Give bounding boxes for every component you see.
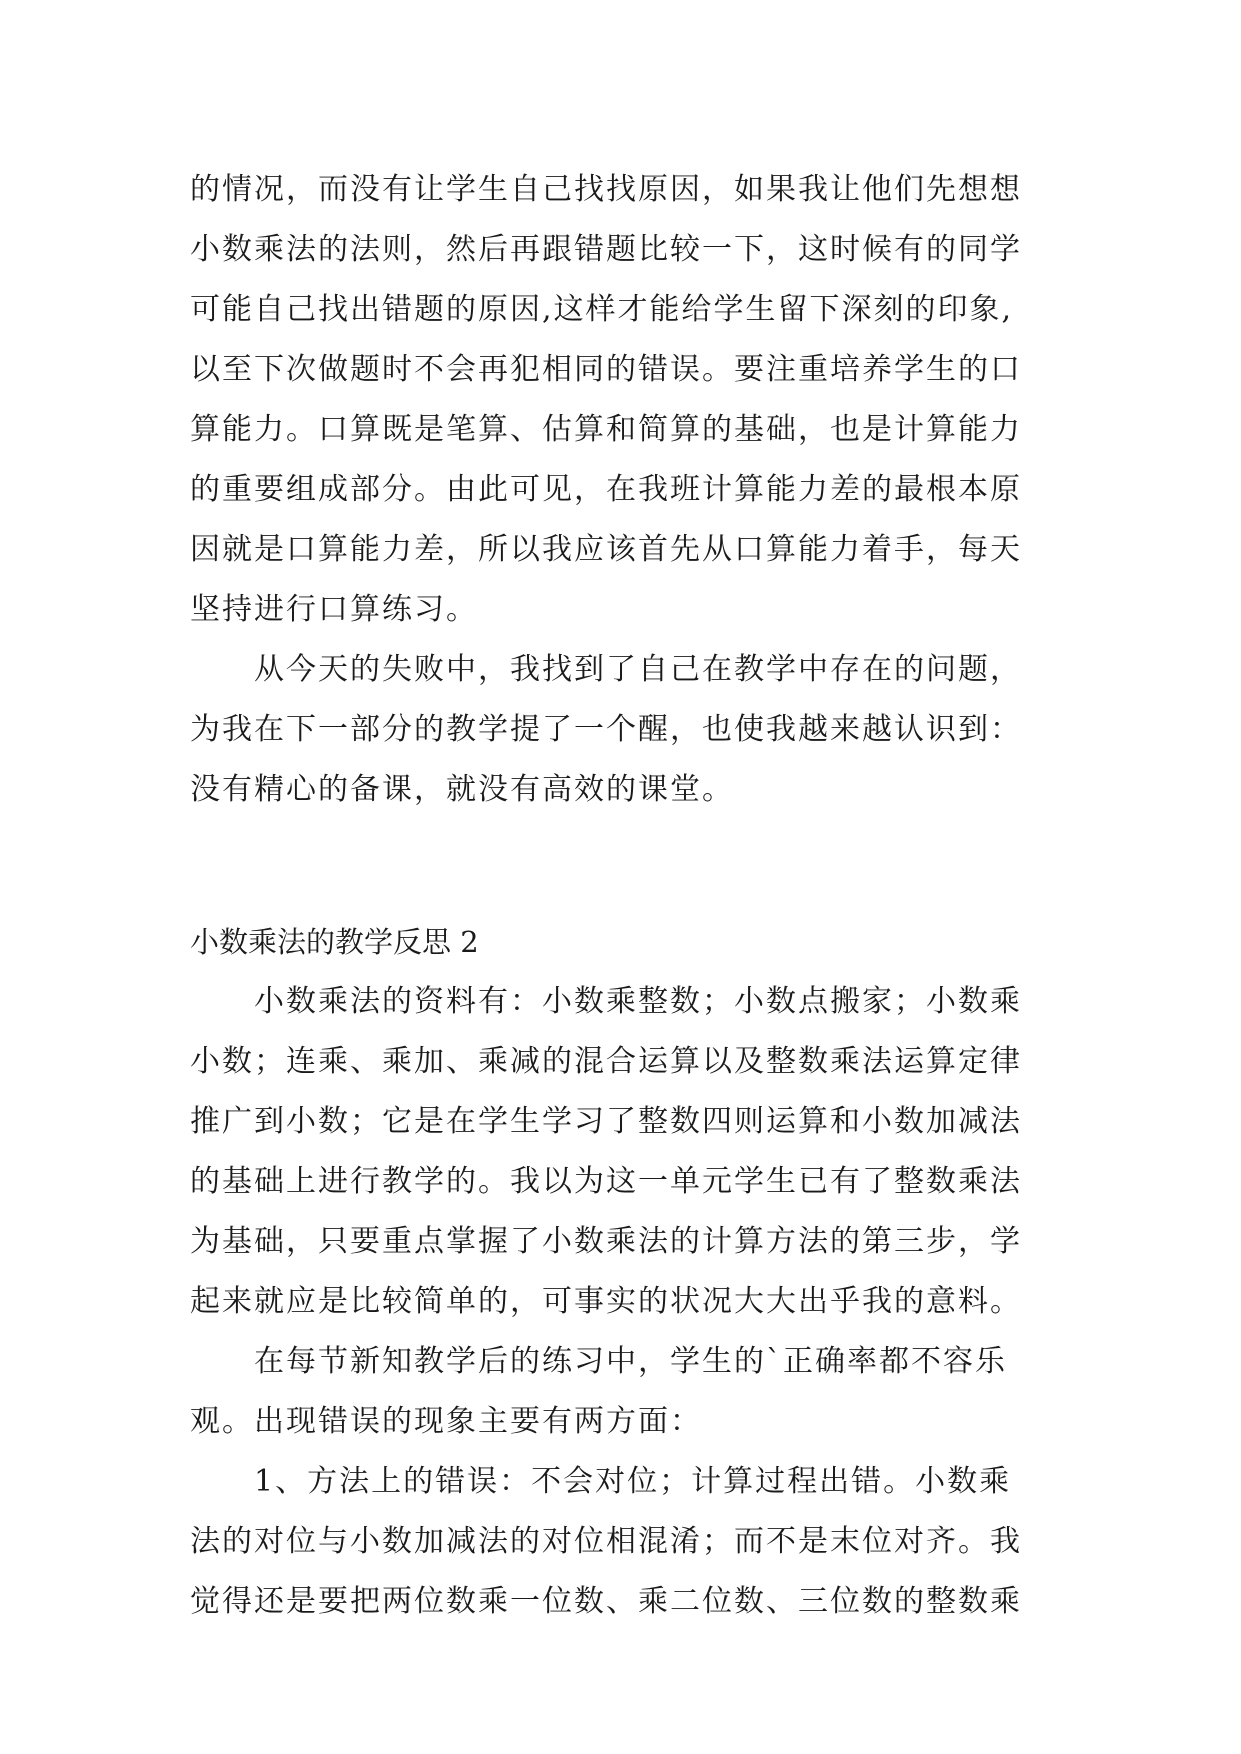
text-line: 因就是口算能力差，所以我应该首先从口算能力着手，每天: [190, 532, 1022, 567]
text-line: 从今天的失败中，我找到了自己在教学中存在的问题，: [254, 652, 1022, 687]
text-line: 的基础上进行教学的。我以为这一单元学生已有了整数乘法: [190, 1164, 1022, 1199]
text-line: 算能力。口算既是笔算、估算和简算的基础，也是计算能力: [190, 412, 1022, 447]
text-line: 小数乘法的资料有：小数乘整数；小数点搬家；小数乘: [254, 984, 1022, 1019]
paragraph-2: [190, 640, 1090, 820]
section-title: 小数乘法的教学反思 2: [190, 925, 479, 959]
paragraph-4: [190, 1332, 1090, 1452]
text-line: 观。出现错误的现象主要有两方面：: [190, 1404, 702, 1439]
paragraph-1: [190, 160, 1090, 640]
paragraph-3: [190, 972, 1090, 1332]
text-line: 小数；连乘、乘加、乘减的混合运算以及整数乘法运算定律: [190, 1044, 1022, 1079]
text-line: 坚持进行口算练习。: [190, 592, 478, 627]
paragraph-5: [190, 1452, 1090, 1632]
document-body: [190, 160, 1090, 1632]
text-line: 觉得还是要把两位数乘一位数、乘二位数、三位数的整数乘: [190, 1584, 1022, 1619]
paragraph-gap: [190, 820, 1090, 912]
text-line: 没有精心的备课，就没有高效的课堂。: [190, 772, 734, 807]
text-line: 可能自己找出错题的原因,这样才能给学生留下深刻的印象,: [190, 292, 1014, 327]
text-line: 的重要组成部分。由此可见，在我班计算能力差的最根本原: [190, 472, 1022, 507]
text-line: 的情况，而没有让学生自己找找原因，如果我让他们先想想: [190, 172, 1022, 207]
text-line: 推广到小数；它是在学生学习了整数四则运算和小数加减法: [190, 1104, 1022, 1139]
text-line: 起来就应是比较简单的，可事实的状况大大出乎我的意料。: [190, 1284, 1022, 1319]
text-line: 在每节新知教学后的练习中，学生的`正确率都不容乐: [254, 1344, 1007, 1379]
text-line: 法的对位与小数加减法的对位相混淆；而不是末位对齐。我: [190, 1524, 1022, 1559]
text-line: 为我在下一部分的教学提了一个醒，也使我越来越认识到：: [190, 712, 1022, 747]
text-line: 以至下次做题时不会再犯相同的错误。要注重培养学生的口: [190, 352, 1022, 387]
text-line: 小数乘法的法则，然后再跟错题比较一下，这时候有的同学: [190, 232, 1022, 267]
text-line: 为基础，只要重点掌握了小数乘法的计算方法的第三步，学: [190, 1224, 1022, 1259]
text-line: 1、方法上的错误：不会对位；计算过程出错。小数乘: [254, 1464, 1012, 1499]
